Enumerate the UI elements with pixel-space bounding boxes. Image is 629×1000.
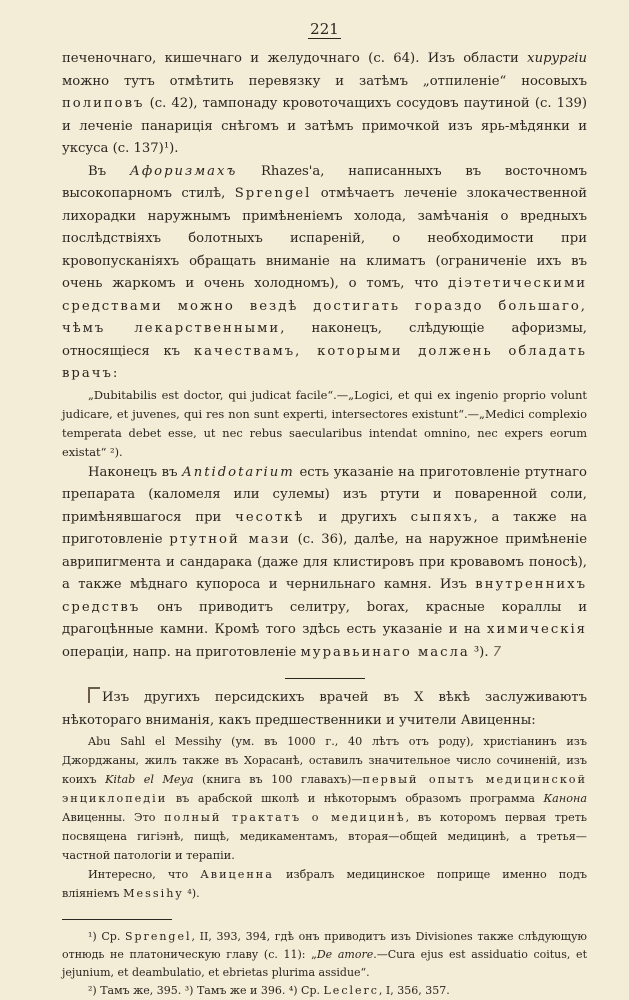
paragraph-2: Въ Афоризмахъ Rhazes'а, написанныхъ въ восточномъ высокопарномъ стилѣ, Sprengel отмѣчаетъ леченiе злокачественной лихорадки наружнымъ примѣненiемъ холода, замѣчанiя о вредныхъ послѣдствiяхъ болотныхъ испаренiй, о необходимости при кровопусканiяхъ обращать вниманiе на климатъ (ограниченiе ихъ въ очень жаркомъ и очень холодномъ), о томъ, что дiэтетическими средствами можно вездѣ достигать гораздо большаго, чѣмъ лекарственными, наконецъ, слѣдующiе афоризмы, относящiеся къ качествамъ, которыми должень обладать врачъ: [62,163,588,381]
footnotes [62,928,587,1000]
paragraph-3: Наконецъ въ Antidotarium есть указанiе на приготовленiе ртутнаго препарата (каломеля или сулемы) изъ ртути и поваренной соли, примѣнявшагося при чесоткѣ и другихъ сыпяхъ, а также на приготовленiе ртутной мази (с. 36), далѣе, на наружное примѣненiе аврипигмента и сандарака (даже для клистировъ при кровавомъ поносѣ), а также мѣднаго купороса и чернильнаго камня. Изъ внутреннихъ средствъ онъ приводитъ селитру, borax, красные кораллы и драгоцѣнные камни. Кромѣ того здѣсь есть указанiе и на химическiя операцiи, напр. на приготовленiе муравьинаго масла ³). 7 [62,464,588,660]
handwritten-bracket [88,687,100,703]
page-number: 221 [310,20,339,38]
main-text [62,48,587,386]
footnote-rule [62,919,172,920]
footnote-2-4: ²) Тамъ же, 395. ³) Тамъ же и 396. ⁴) Cp. Leclerc, I, 356, 357. [88,984,450,997]
paragraph-4: Изъ другихъ персидскихъ врачей въ X вѣкѣ заслуживаютъ нѣкотораго вниманiя, какъ предшественники и учители Авиценны: [62,687,587,732]
handwritten-mark: 7 [492,644,502,660]
footnote-1: ¹) Cp. Sprengel, II, 393, 394, гдѣ онъ приводитъ изъ Divisiones также слѣдующую отнюдь не платоническую главу (с. 11): „De amore.—Cura ejus est assiduatio coitus, et jejunium, et deambulatio, et ebrietas plurima assidue“. [62,930,588,979]
small-paragraph-1: Abu Sahl el Messihy (ум. въ 1000 г., 40 лѣтъ отъ роду), христiанинъ изъ Джорджаны, жилъ также въ Хорасанѣ, оставилъ значительное число сочиненiй, изъ коихъ Kitab el Meya (книга въ 100 главахъ)—первый опытъ медицинской энциклопедiи въ арабской школѣ и нѣкоторымъ образомъ программа Канона Авиценны. Это полный трактатъ о медицинѣ, въ которомъ первая треть посвящена гигiэнѣ, пищѣ, медикаментамъ, вторая—общей медицинѣ, а третья—частной патологiи и терапiи. [62,735,587,862]
section-divider [285,678,365,679]
latin-quote: „Dubitabilis est doctor, qui judicat facile“.—„Logici, et qui ex ingenio proprio volunt judicare, et juvenes, qui res non sunt experti, intersectores existunt“.—„Medici complexio temperata debet esse, ut nec rebus saecularibus intendat omnino, nec expers eorum existat“ ²). [62,387,587,459]
main-text-3 [62,687,587,732]
small-paragraph-2: Интересно, что Авиценна избралъ медицинское поприще именно подъ влiянiемъ Messihy ⁴). [62,868,587,900]
small-text [62,732,587,903]
main-text-2 [62,462,587,665]
paragraph-1: печеночнаго, кишечнаго и желудочнаго (с. 64). Изъ области хирургiи можно тутъ отмѣтить перевязку и затѣмъ „отпиленiе“ носовыхъ полиповъ (с. 42), тампонаду кровоточащихъ сосудовъ паутиной (с. 139) и леченiе панарицiя снѣгомъ и затѣмъ примочкой изъ ярь-мѣдянки и уксуса (с. 137)¹). [62,51,587,156]
